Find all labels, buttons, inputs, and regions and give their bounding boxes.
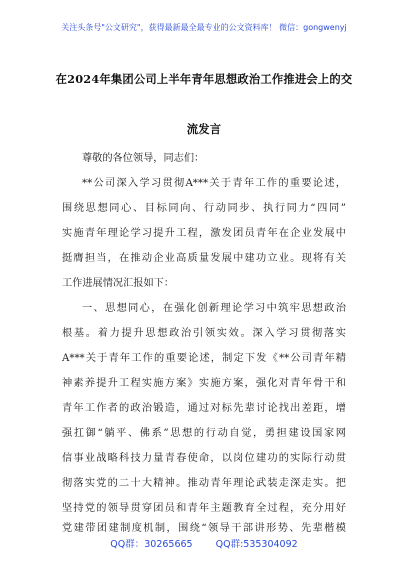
footer-qq-group-1: QQ群：30265665 xyxy=(110,539,193,550)
paragraph-line: 围绕思想同心、目标同向、行动同步、执行同力“四同” xyxy=(62,203,346,214)
paragraph-line: 根基。着力提升思想政治引领实效。深入学习贯彻落实 xyxy=(62,328,346,339)
paragraph-line: 青年工作者的政治锻造，通过对标先辈讨论找出差距，增 xyxy=(62,403,346,414)
paragraph-line: 挺膺担当，在推动企业高质量发展中建功立业。现将有关 xyxy=(62,253,346,264)
paragraph-line: **公司深入学习贯彻A***关于青年工作的重要论述， xyxy=(82,178,346,189)
greeting: 尊敬的各位领导，同志们： xyxy=(82,153,205,164)
footer-contact xyxy=(0,536,408,550)
paragraph-line: 彻落实党的二十大精神。推动青年理论武装走深走实。把 xyxy=(62,478,346,489)
document-title-line1: 在2024年集团公司上半年青年思想政治工作推进会上的交 xyxy=(55,72,353,86)
paragraph-line: A***关于青年工作的重要论述，制定下发《**公司青年精 xyxy=(62,353,346,364)
footer-qq-group-2: QQ群:535304092 xyxy=(215,539,298,550)
paragraph-line: 坚持党的领导贯穿团员和青年主题教育全过程，充分用好 xyxy=(62,503,346,514)
paragraph-line: 工作进展情况汇报如下： xyxy=(62,278,175,289)
paragraph-line: 神素养提升工程实施方案》实施方案，强化对青年骨干和 xyxy=(62,378,346,389)
section-heading-line: 一、思想同心，在强化创新理论学习中筑牢思想政治 xyxy=(82,303,346,314)
header-banner: 关注头条号"公文研究"，获得最新最全最专业的公文资料库！ 微信：gongwenyj xyxy=(61,23,347,32)
paragraph-line: 实施青年理论学习提升工程，激发团员青年在企业发展中 xyxy=(62,228,346,239)
paragraph-line: 信事业战略科技力量青春使命，以岗位建功的实际行动贯 xyxy=(62,453,346,464)
document-title-line2: 流发言 xyxy=(186,122,222,136)
paragraph-line: 党建带团建制度机制，围绕“领导干部讲形势、先辈楷模 xyxy=(62,523,346,534)
paragraph-line: 强扛御“躺平、佛系”思想的行动自觉，勇担建设国家网 xyxy=(62,428,346,439)
